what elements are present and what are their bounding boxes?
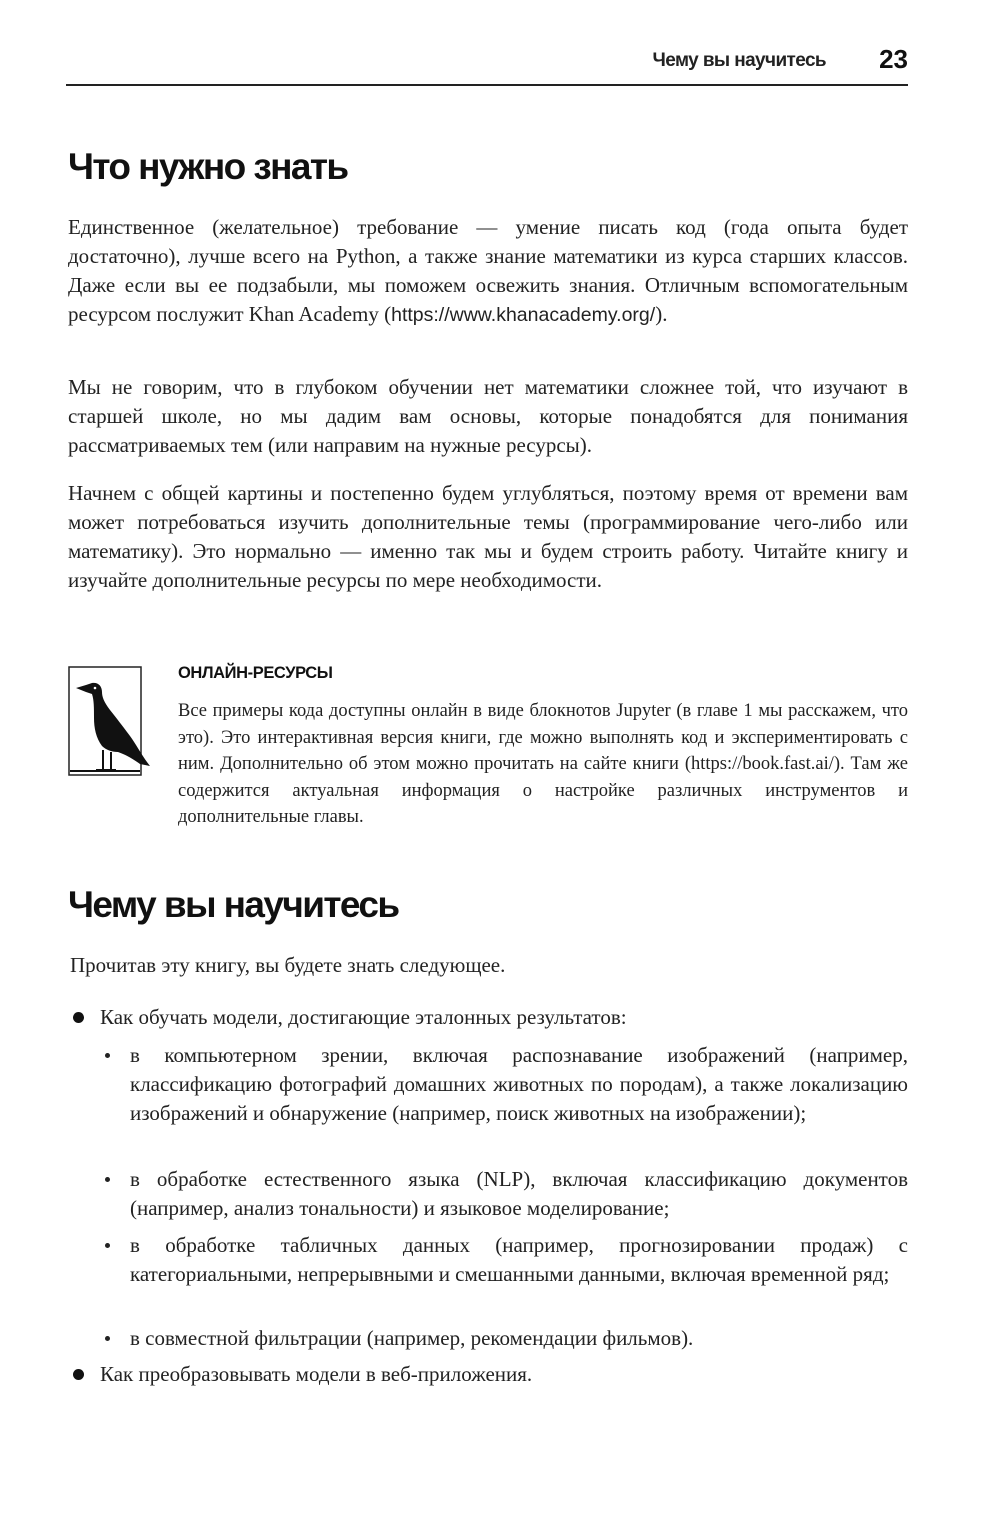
- paragraph-requirements: [68, 213, 908, 330]
- khan-academy-link[interactable]: https://www.khanacademy.org/: [391, 304, 656, 326]
- crow-icon: [68, 666, 152, 778]
- note-title: ОНЛАЙН-РЕСУРСЫ: [178, 664, 333, 682]
- section-heading-what-you-learn: Чему вы научитесь: [68, 884, 399, 925]
- sub-list-item: в совместной фильтрации (например, рекомендации фильмов).: [130, 1324, 908, 1353]
- list-item: Как обучать модели, достигающие эталонных результатов:: [100, 1003, 908, 1032]
- sub-list-item: в обработке естественного языка (NLP), включая классификацию документов (например, анализ тональности) и языковое моделирование;: [130, 1165, 908, 1223]
- section-heading-prerequisites: Что нужно знать: [68, 146, 348, 187]
- paragraph-math: Мы не говорим, что в глубоком обучении нет математики сложнее той, что изучают в старшей школе, но мы дадим вам основы, которые понадобятся для понимания рассматриваемых тем (или направим на нужные ресурсы).: [68, 375, 908, 457]
- list-item: Как преобразовывать модели в веб-приложения.: [100, 1360, 908, 1389]
- running-header: [66, 44, 908, 86]
- paragraph-requirements-end: ).: [655, 302, 668, 326]
- paragraph-requirements-text: Единственное (желательное) требование — умение писать код (года опыта будет достаточно), лучше всего на Python, а также знание математики из курса старших классов. Даже если вы ее подзабыли, мы поможем освежить знания. Отличным вспомогательным ресурсом послужит Khan Academy (: [68, 215, 908, 326]
- running-title: Чему вы научитесь: [652, 50, 826, 71]
- page-number: 23: [879, 44, 908, 74]
- paragraph-big-picture: Начнем с общей картины и постепенно будем углубляться, поэтому время от времени вам может потребоваться изучить дополнительные темы (программирование чего-либо или математику). Это нормально — именно так мы и будем строить работу. Читайте книгу и изучайте дополнительные ресурсы по мере необходимости.: [68, 481, 908, 592]
- note-body: Все примеры кода доступны онлайн в виде блокнотов Jupyter (в главе 1 мы расскажем, что это). Это интерактивная версия книги, где можно выполнять код и экспериментировать с ним. Дополнительно об этом можно прочитать на сайте книги (https://book.fast.ai/). Там же содержится актуальная информация о настройке различных инструментов и дополнительные главы.: [178, 701, 908, 827]
- paragraph-intro: Прочитав эту книгу, вы будете знать следующее.: [70, 953, 506, 977]
- sub-list-item: в обработке табличных данных (например, прогнозировании продаж) с категориальными, непрерывными и смешанными данными, включая временной ряд;: [130, 1231, 908, 1289]
- sub-list-item: в компьютерном зрении, включая распознавание изображений (например, классификацию фотографий домашних животных по породам), а также локализацию изображений и обнаружение (например, поиск животных на изображении);: [130, 1041, 908, 1128]
